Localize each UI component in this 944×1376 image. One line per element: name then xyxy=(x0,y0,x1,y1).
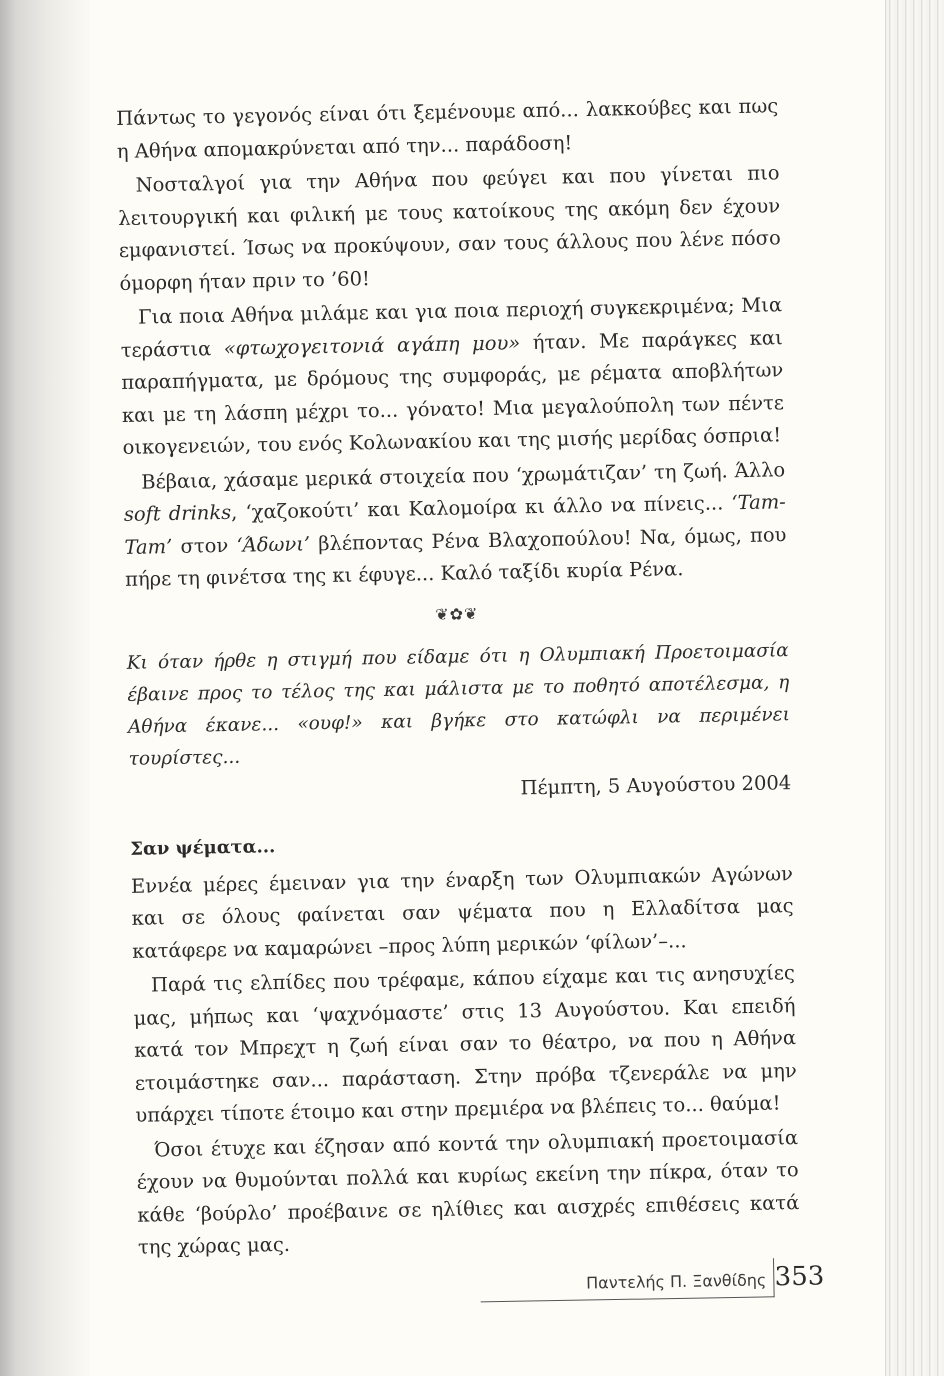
paragraph-4-text-4: βλέποντας Ρένα Βλαχοπούλου! Να, όμως, που πήρε τη φινέτσα της κι έφυγε... Καλό ταξίδι κυρία Ρένα. xyxy=(124,522,787,591)
section-paragraph-1: Εννέα μέρες έμειναν για την έναρξη των Ολυμπιακών Αγώνων και σε όλους φαίνεται σαν ψέματα που η Ελλαδίτσα μας κατάφερε να καμαρώνει –προς λύπη μερικών ‘φίλων’–... xyxy=(130,861,794,963)
paragraph-3-italic: «φτωχογειτονιά αγάπη μου» xyxy=(223,330,521,360)
epigraph-text: Κι όταν ήρθε η στιγμή που είδαμε ότι η Ολυμπιακή Προετοιμασία έβαινε προς το τέλος της και μάλιστα με το ποθητό αποτέλεσμα, η Αθήνα έκανε... «ουφ!» και βγήκε στο κατώφλι να περιμένει τουρίστες... xyxy=(126,639,791,770)
section-title: Σαν ψέματα... xyxy=(130,836,276,860)
running-footer-author: Παντελής Π. Ξανθίδης xyxy=(586,1270,767,1293)
footer-horizontal-rule xyxy=(481,1296,775,1302)
page-number: 353 xyxy=(774,1261,825,1293)
fleuron-ornament-icon: ❦✿❦ xyxy=(435,603,479,624)
page-body xyxy=(116,90,800,1264)
paragraph-3 xyxy=(120,289,785,464)
paragraph-1: Πάντως το γεγονός είναι ότι ξεμένουμε από... λακκούβες και πως η Αθήνα απομακρύνεται από την... παράδοση! xyxy=(116,94,779,163)
page-edges xyxy=(885,0,944,1376)
paragraph-4-italic-3: ‘Άδωνι’ xyxy=(236,531,311,557)
epigraph xyxy=(126,635,790,776)
paragraph-4-text-2: , ‘χαζοκούτι’ και Καλομοίρα κι άλλο να πίνεις... xyxy=(230,491,732,524)
section-paragraph-3: Όσοι έτυχε και έζησαν από κοντά την ολυμπιακή προετοιμασία έχουν να θυμούνται πολλά και κυρίως εκείνη την πίκρα, όταν το κάθε ‘βούρλο’ προέβαινε σε ηλίθιες και αισχρές επιθέσεις κατά της χώρας μας. xyxy=(136,1125,800,1259)
paragraph-4-italic-2: ‘Tam-Tam’ xyxy=(124,490,786,559)
page-footer xyxy=(560,1257,851,1302)
entry-date: Πέμπτη, 5 Αυγούστου 2004 xyxy=(520,770,792,799)
book-gutter-shadow xyxy=(0,0,90,1376)
paragraph-4-text-1: Βέβαια, χάσαμε μερικά στοιχεία που ‘χρωμάτιζαν’ τη ζωή. Άλλο xyxy=(141,457,786,494)
paragraph-4-text-3: στον xyxy=(172,533,237,558)
paragraph-4 xyxy=(123,454,787,597)
paragraph-2: Νοσταλγοί για την Αθήνα που φεύγει και που γίνεται πιο λειτουργική και φιλική με τους κατοίκους της ακόμη δεν έχουν εμφανιστεί. Ίσως να προκύψουν, σαν τους άλλους που λένε πόσο όμορφη ήταν πριν το ’60! xyxy=(117,161,781,295)
section-paragraph-2: Παρά τις ελπίδες που τρέφαμε, κάπου είχαμε και τις ανησυχίες μας, μήπως και ‘ψαχνόμαστε’ στις 13 Αυγούστου. Και επειδή κατά τον Μπρεχτ η ζωή είναι σαν το θέατρο, να που η Αθήνα ετοιμάστηκε σαν... παράσταση. Στην πρόβα τζενεράλε να μην υπάρχει τίποτε έτοιμο και στην πρεμιέρα να βλέπεις το... θαύμα! xyxy=(133,961,797,1127)
paragraph-4-italic-1: soft drinks xyxy=(123,500,232,526)
paragraph-3-text-b: ήταν. Με παράγκες και παραπήγματα, με δρόμους της συμφοράς, με ρέματα αποβλήτων και με τη λάσπη μέχρι το... γόνατο! Μια μεγαλούπολη των πέντε οικογενειών, του ενός Κολωνακίου και της μισής μερίδας όσπρια! xyxy=(121,325,785,459)
paragraph-3-text-a: Για ποια Αθήνα μιλάμε και για ποια περιοχή συγκεκριμένα; Μια τεράστια xyxy=(120,293,783,362)
